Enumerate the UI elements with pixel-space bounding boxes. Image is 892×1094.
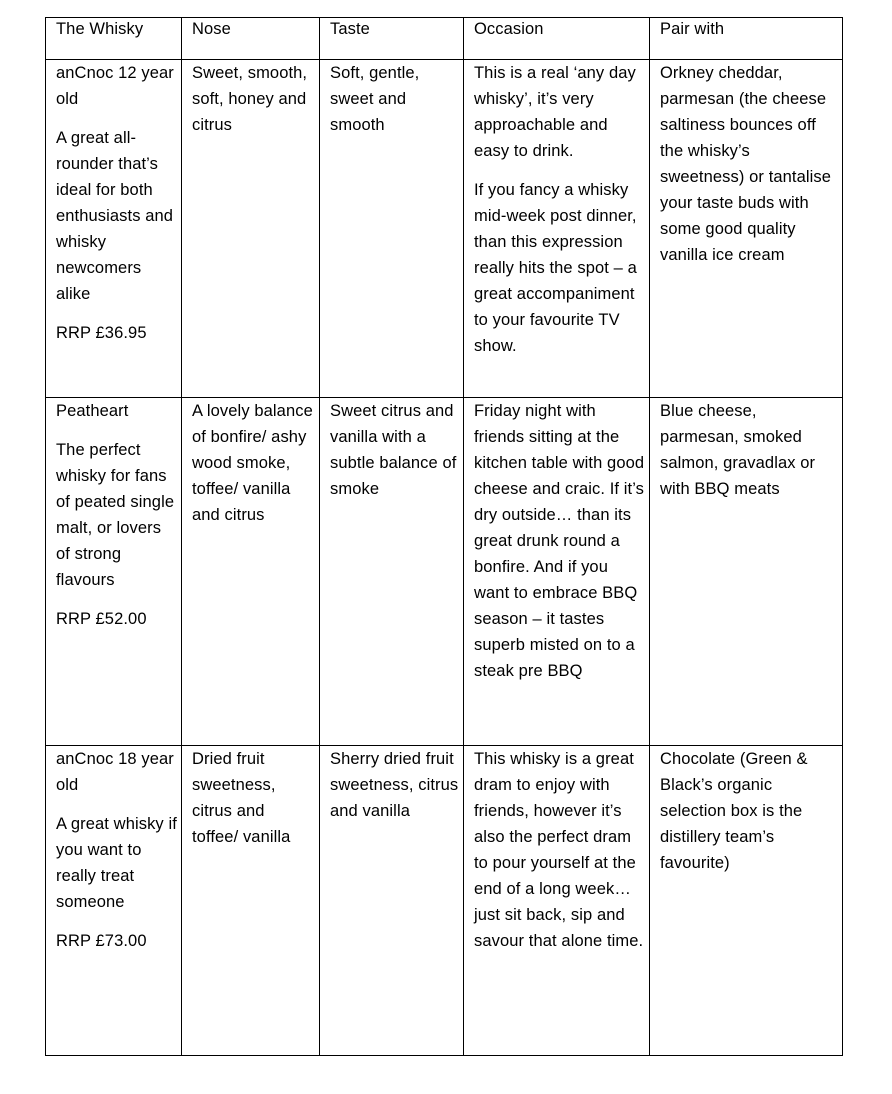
whisky-price: RRP £73.00 — [56, 932, 147, 950]
pair-with-cell: Chocolate (Green & Black’s organic selection box is the distillery team’s favourite) — [650, 746, 843, 1056]
whisky-name: Peatheart — [56, 402, 129, 420]
nose-cell: Dried fruit sweetness, citrus and toffee/ vanilla — [182, 746, 320, 1056]
header-nose: Nose — [182, 18, 320, 60]
taste-cell: Sweet citrus and vanilla with a subtle balance of smoke — [320, 398, 464, 746]
whisky-name: anCnoc 18 year old — [56, 750, 174, 794]
whisky-description: A great whisky if you want to really treat someone — [56, 815, 177, 911]
table-row — [46, 60, 843, 398]
whisky-cell — [46, 60, 182, 398]
whisky-price: RRP £52.00 — [56, 610, 147, 628]
taste-cell: Sherry dried fruit sweetness, citrus and vanilla — [320, 746, 464, 1056]
occasion-paragraph: This is a real ‘any day whisky’, it’s very approachable and easy to drink. — [474, 64, 636, 160]
whisky-pairing-table — [45, 17, 843, 1056]
whisky-description: A great all-rounder that’s ideal for both enthusiasts and whisky newcomers alike — [56, 129, 174, 303]
taste-cell: Soft, gentle, sweet and smooth — [320, 60, 464, 398]
occasion-cell — [464, 60, 650, 398]
occasion-cell — [464, 398, 650, 746]
pair-with-cell: Blue cheese, parmesan, smoked salmon, gravadlax or with BBQ meats — [650, 398, 843, 746]
occasion-paragraph: If you fancy a whisky mid-week post dinner, than this expression really hits the spot – a great accompaniment to your favourite TV show. — [474, 181, 637, 355]
whisky-cell — [46, 398, 182, 746]
header-taste: Taste — [320, 18, 464, 60]
header-pair-with: Pair with — [650, 18, 843, 60]
header-occasion: Occasion — [464, 18, 650, 60]
occasion-paragraph: Friday night with friends sitting at the kitchen table with good cheese and craic. If it’s dry outside… than its great drunk round a bonfire. And if you want to embrace BBQ season – it tastes superb misted on to a steak pre BBQ — [474, 402, 645, 680]
table-row — [46, 398, 843, 746]
nose-cell: A lovely balance of bonfire/ ashy wood smoke, toffee/ vanilla and citrus — [182, 398, 320, 746]
whisky-price: RRP £36.95 — [56, 324, 147, 342]
occasion-cell — [464, 746, 650, 1056]
whisky-description: The perfect whisky for fans of peated single malt, or lovers of strong flavours — [56, 441, 175, 589]
pair-with-cell: Orkney cheddar, parmesan (the cheese saltiness bounces off the whisky’s sweetness) or tantalise your taste buds with some good quality vanilla ice cream — [650, 60, 843, 398]
nose-cell: Sweet, smooth, soft, honey and citrus — [182, 60, 320, 398]
table-header-row — [46, 18, 843, 60]
whisky-cell — [46, 746, 182, 1056]
occasion-paragraph: This whisky is a great dram to enjoy with friends, however it’s also the perfect dram to pour yourself at the end of a long week… just sit back, sip and savour that alone time. — [474, 750, 644, 950]
header-whisky: The Whisky — [46, 18, 182, 60]
whisky-name: anCnoc 12 year old — [56, 64, 174, 108]
table-row — [46, 746, 843, 1056]
